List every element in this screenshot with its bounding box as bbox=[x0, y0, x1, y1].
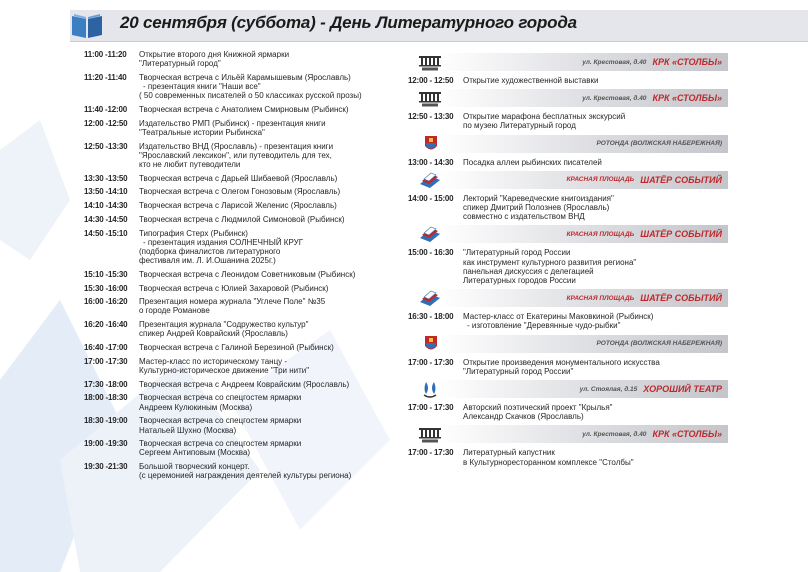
event-description bbox=[139, 73, 402, 101]
schedule-event bbox=[84, 105, 402, 114]
event-time: 15:30 -16:00 bbox=[84, 283, 128, 293]
schedule-event bbox=[408, 158, 726, 167]
venue-banner bbox=[416, 134, 728, 154]
schedule-event bbox=[408, 194, 726, 222]
event-time: 16:20 -16:40 bbox=[84, 320, 128, 330]
schedule-event bbox=[408, 448, 726, 466]
book-fair-logo-icon bbox=[416, 170, 444, 190]
event-description bbox=[139, 393, 402, 411]
stolby-logo-icon bbox=[416, 88, 444, 108]
venue-banner bbox=[416, 224, 728, 244]
event-line: панельная дискуссия с делегацией bbox=[463, 266, 594, 276]
event-line: Творческая встреча с Галиной Березиной (Рыбинск) bbox=[139, 343, 334, 353]
event-time: 17:00 - 17:30 bbox=[408, 357, 454, 367]
event-line: о городе Романове bbox=[139, 306, 210, 316]
event-line: как инструмент культурного развития региона" bbox=[463, 257, 637, 267]
venue-address: ул. Стоялая, д.15 bbox=[579, 385, 638, 393]
rybinsk-crest-icon bbox=[416, 134, 444, 154]
event-description bbox=[463, 76, 726, 85]
schedule-event bbox=[84, 297, 402, 315]
venue-banner bbox=[416, 88, 728, 108]
event-line: Открытие художественной выставки bbox=[463, 76, 599, 85]
event-description bbox=[463, 358, 726, 376]
event-line: "Литературный город" bbox=[139, 59, 221, 69]
event-line: "Театральные истории Рыбинска" bbox=[139, 127, 265, 137]
event-line: Издательство ВНД (Ярославль) - презентация книги bbox=[139, 141, 334, 151]
event-line: спикер Дмитрий Полознев (Ярославль) bbox=[463, 203, 610, 213]
event-description bbox=[139, 201, 402, 210]
schedule-event bbox=[408, 112, 726, 130]
venue-address: ул. Крестовая, д.40 bbox=[582, 430, 647, 438]
venue-name: ШАТЁР СОБЫТИЙ bbox=[640, 293, 722, 304]
event-time: 12:00 - 12:50 bbox=[408, 76, 454, 85]
event-description bbox=[139, 439, 402, 457]
event-description bbox=[139, 284, 402, 293]
event-line: Натальей Шухно (Москва) bbox=[139, 425, 237, 435]
schedule-event bbox=[84, 270, 402, 279]
venue-name: КРК «СТОЛБЫ» bbox=[652, 429, 722, 440]
venue-name: ШАТЁР СОБЫТИЙ bbox=[640, 229, 722, 240]
event-line: совместно с издательством ВНД bbox=[463, 212, 585, 222]
stolby-logo-icon bbox=[416, 52, 444, 72]
event-description bbox=[139, 187, 402, 196]
event-description bbox=[139, 270, 402, 279]
event-line: (с церемонией награждения деятелей культуры региона) bbox=[139, 471, 352, 481]
page-title: 20 сентября (суббота) - День Литературного города bbox=[120, 13, 577, 32]
event-line: Культурно-историческое движение "Три нити" bbox=[139, 365, 310, 375]
event-line: Большой творческий концерт. bbox=[139, 462, 250, 472]
event-line: Творческая встреча с Юлией Захаровой (Рыбинск) bbox=[139, 283, 329, 293]
book-fair-logo-icon bbox=[416, 224, 444, 244]
event-line: Презентация журнала "Содружество культур" bbox=[139, 320, 309, 330]
event-line: Издательство РМП (Рыбинск) - презентация книги bbox=[139, 118, 326, 128]
schedule-event bbox=[408, 248, 726, 285]
schedule-event bbox=[84, 416, 402, 434]
venue-address: КРАСНАЯ ПЛОЩАДЬ bbox=[566, 230, 635, 238]
rybinsk-crest-icon bbox=[416, 334, 444, 354]
event-description bbox=[463, 248, 726, 285]
venue-banner bbox=[416, 170, 728, 190]
venue-banner bbox=[416, 424, 728, 444]
venue-name: КРК «СТОЛБЫ» bbox=[652, 57, 722, 67]
event-description bbox=[139, 105, 402, 114]
event-line: Творческая встреча с Людмилой Симоновой (Рыбинск) bbox=[139, 214, 345, 224]
event-description bbox=[139, 119, 402, 137]
event-line: Лекторий "Кареведческие книгоиздания" bbox=[463, 193, 614, 203]
schedule-event bbox=[84, 215, 402, 224]
event-line: (подборка финалистов литературного bbox=[139, 246, 281, 256]
venue-banner bbox=[416, 334, 728, 354]
event-description bbox=[139, 215, 402, 224]
event-line: Литературный капустник bbox=[463, 448, 555, 458]
event-description bbox=[139, 343, 402, 352]
schedule-event bbox=[84, 320, 402, 338]
venue-banner bbox=[416, 379, 728, 399]
event-line: - презентация издания СОЛНЕЧНЫЙ КРУГ bbox=[143, 237, 304, 247]
event-line: ( 50 современных писателей о 50 классиках русской прозы) bbox=[139, 91, 362, 101]
event-line: Творческая встреча с Ларисой Желенис (Ярославль) bbox=[139, 201, 337, 211]
schedule-event bbox=[84, 393, 402, 411]
event-time: 14:10 -14:30 bbox=[84, 201, 128, 211]
schedule-event bbox=[408, 403, 726, 421]
schedule-event bbox=[84, 187, 402, 196]
schedule-event bbox=[84, 462, 402, 480]
venue-address: КРАСНАЯ ПЛОЩАДЬ bbox=[566, 294, 635, 302]
event-line: Авторский поэтический проект "Крылья" bbox=[463, 403, 613, 413]
event-description bbox=[139, 297, 402, 315]
event-line: "Ярославский лексикон", или путеводитель для тех, bbox=[139, 150, 332, 160]
event-description bbox=[463, 448, 726, 466]
event-line: Творческая встреча с Анатолием Смирновым (Рыбинск) bbox=[139, 105, 349, 115]
schedule-event bbox=[408, 76, 726, 85]
event-line: Открытие произведения монументального искусства bbox=[463, 357, 660, 367]
event-time: 15:00 - 16:30 bbox=[408, 248, 454, 258]
event-time: 11:40 -12:00 bbox=[84, 105, 127, 115]
event-line: Презентация номера журнала "Углече Поле" №35 bbox=[139, 297, 326, 307]
event-line: Творческая встреча со спецгостем ярмарки bbox=[139, 393, 302, 403]
event-description bbox=[463, 158, 726, 167]
event-time: 18:00 -18:30 bbox=[84, 393, 128, 403]
schedule-event bbox=[408, 312, 726, 330]
event-time: 13:50 -14:10 bbox=[84, 187, 128, 197]
event-time: 16:40 -17:00 bbox=[84, 343, 128, 353]
event-time: 17:30 -18:00 bbox=[84, 379, 128, 389]
event-time: 19:30 -21:30 bbox=[84, 462, 128, 472]
venue-banner bbox=[416, 288, 728, 308]
event-time: 11:20 -11:40 bbox=[84, 72, 127, 82]
event-description bbox=[139, 229, 402, 266]
event-line: "Литературный город России bbox=[463, 248, 571, 258]
event-line: - презентация книги "Наши все" bbox=[143, 82, 261, 92]
event-time: 18:30 -19:00 bbox=[84, 416, 128, 426]
event-time: 14:00 - 15:00 bbox=[408, 193, 454, 203]
venue-address: КРАСНАЯ ПЛОЩАДЬ bbox=[566, 176, 635, 184]
event-time: 13:00 - 14:30 bbox=[408, 157, 454, 167]
event-description bbox=[139, 50, 402, 68]
event-time: 14:30 -14:50 bbox=[84, 214, 128, 224]
schedule-event bbox=[408, 358, 726, 376]
event-time: 12:00 -12:50 bbox=[84, 118, 128, 128]
venue-name: РОТОНДА (ВОЛЖСКАЯ НАБЕРЕЖНАЯ) bbox=[596, 340, 722, 348]
stolby-logo-icon bbox=[416, 424, 444, 444]
schedule-event bbox=[84, 284, 402, 293]
event-line: Андреем Кулюкиным (Москва) bbox=[139, 402, 253, 412]
event-line: "Литературный город России" bbox=[463, 366, 574, 376]
event-time: 17:00 -17:30 bbox=[84, 356, 128, 366]
event-time: 16:00 -16:20 bbox=[84, 297, 128, 307]
schedule-event bbox=[84, 201, 402, 210]
event-line: - изготовление "Деревянные чудо-рыбки" bbox=[467, 321, 621, 331]
event-line: Творческая встреча со спецгостем ярмарки bbox=[139, 416, 302, 426]
event-line: Посадка аллеи рыбинских писателей bbox=[463, 157, 602, 167]
event-description bbox=[139, 380, 402, 389]
schedule-event bbox=[84, 142, 402, 170]
event-description bbox=[463, 312, 726, 330]
event-time: 17:00 - 17:30 bbox=[408, 448, 454, 458]
event-line: по музею Литературный город bbox=[463, 121, 576, 131]
event-line: Сергеем Антиповым (Москва) bbox=[139, 448, 251, 458]
event-line: Открытие второго дня Книжной ярмарки bbox=[139, 50, 290, 59]
event-time: 12:50 - 13:30 bbox=[408, 112, 454, 122]
event-line: Литературных городов России bbox=[463, 276, 576, 286]
event-description bbox=[139, 174, 402, 183]
schedule-event bbox=[84, 73, 402, 101]
event-line: Творческая встреча с Ильёй Карамышевым (Ярославль) bbox=[139, 72, 351, 82]
event-line: Мастер-класс по историческому танцу - bbox=[139, 356, 288, 366]
event-description bbox=[139, 357, 402, 375]
schedule-event bbox=[84, 439, 402, 457]
event-line: Творческая встреча со спецгостем ярмарки bbox=[139, 439, 302, 449]
event-line: Творческая встреча с Андреем Коврайским (Ярославль) bbox=[139, 379, 350, 389]
schedule-event bbox=[84, 229, 402, 266]
venue-address: ул. Крестовая, д.40 bbox=[582, 58, 647, 66]
event-time: 16:30 - 18:00 bbox=[408, 312, 454, 322]
event-line: Творческая встреча с Дарьей Шибаевой (Ярославль) bbox=[139, 173, 338, 183]
event-line: спикер Андрей Коврайский (Ярославль) bbox=[139, 329, 288, 339]
event-time: 11:00 -11:20 bbox=[84, 50, 127, 59]
event-line: фестиваля им. Л. И.Ошанина 2025г.) bbox=[139, 256, 276, 266]
event-line: Мастер-класс от Екатерины Маковкиной (Рыбинск) bbox=[463, 312, 654, 322]
event-line: в Культурноресторанном комплексе "Столбы" bbox=[463, 457, 634, 467]
schedule-event bbox=[84, 119, 402, 137]
event-description bbox=[139, 320, 402, 338]
event-line: Творческая встреча с Леонидом Советниковым (Рыбинск) bbox=[139, 269, 356, 279]
theatre-logo-icon bbox=[416, 379, 444, 399]
event-line: Творческая встреча с Олегом Гонозовым (Ярославль) bbox=[139, 187, 341, 197]
book-fair-logo-icon bbox=[416, 288, 444, 308]
event-description bbox=[463, 194, 726, 222]
schedule-event bbox=[84, 380, 402, 389]
venue-name: ШАТЁР СОБЫТИЙ bbox=[640, 174, 722, 185]
venue-name: РОТОНДА (ВОЛЖСКАЯ НАБЕРЕЖНАЯ) bbox=[596, 140, 722, 148]
event-time: 17:00 - 17:30 bbox=[408, 403, 454, 413]
event-line: Типография Стерх (Рыбинск) bbox=[139, 228, 248, 238]
venue-address: ул. Крестовая, д.40 bbox=[582, 94, 647, 102]
venue-name: КРК «СТОЛБЫ» bbox=[652, 93, 722, 104]
venue-banner bbox=[416, 52, 728, 72]
event-time: 14:50 -15:10 bbox=[84, 228, 128, 238]
schedule-event bbox=[84, 50, 402, 68]
schedule-event bbox=[84, 343, 402, 352]
event-description bbox=[139, 416, 402, 434]
event-description bbox=[463, 403, 726, 421]
event-description bbox=[139, 142, 402, 170]
event-time: 13:30 -13:50 bbox=[84, 173, 128, 183]
schedule-event bbox=[84, 357, 402, 375]
event-description bbox=[139, 462, 402, 480]
event-time: 15:10 -15:30 bbox=[84, 269, 128, 279]
open-book-icon bbox=[70, 12, 104, 40]
venue-name: ХОРОШИЙ ТЕАТР bbox=[643, 384, 722, 395]
event-time: 12:50 -13:30 bbox=[84, 141, 128, 151]
schedule-event bbox=[84, 174, 402, 183]
venues-schedule bbox=[408, 50, 726, 470]
event-line: Открытие марафона бесплатных экскурсий bbox=[463, 112, 626, 122]
event-time: 19:00 -19:30 bbox=[84, 439, 128, 449]
event-description bbox=[463, 112, 726, 130]
main-stage-schedule bbox=[84, 50, 402, 485]
event-line: Александр Скачков (Ярославль) bbox=[463, 412, 584, 422]
event-line: кто не любит путеводители bbox=[139, 160, 241, 170]
